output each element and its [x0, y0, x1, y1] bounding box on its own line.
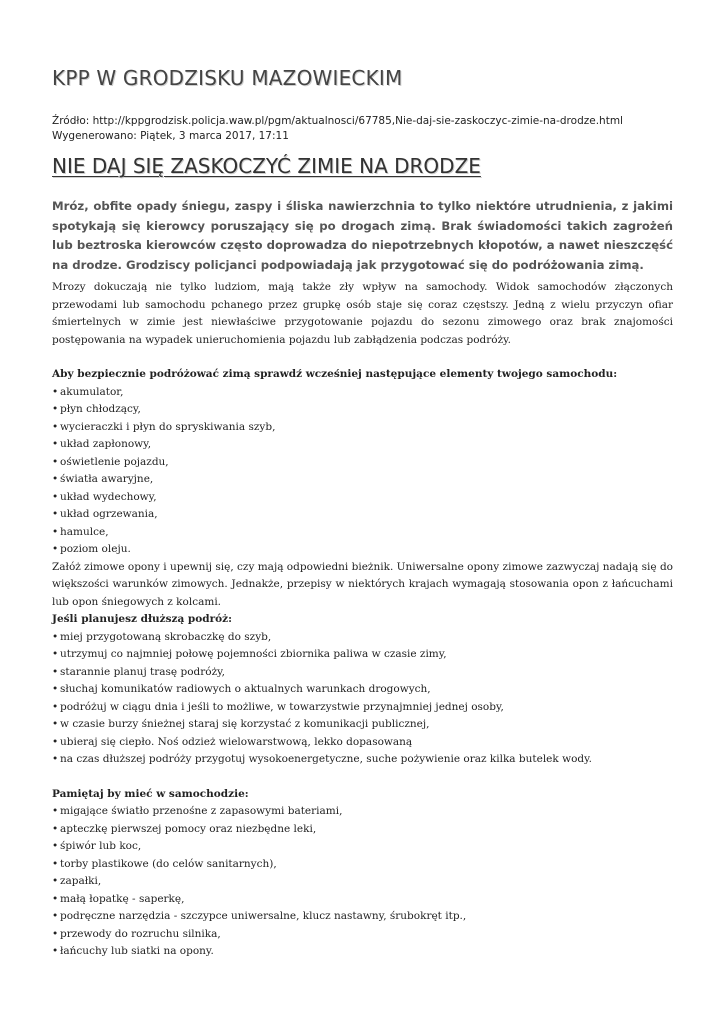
list-item-text: w czasie burzy śnieżnej staraj się korzystać z komunikacji publicznej, — [60, 718, 430, 730]
list-item — [52, 751, 673, 769]
bullet-icon: • — [52, 455, 59, 468]
bullet-icon: • — [52, 945, 59, 957]
spacer — [52, 769, 673, 786]
list-item-text: akumulator, — [60, 385, 124, 398]
bullet-icon: • — [52, 875, 59, 887]
list-item — [52, 681, 673, 699]
list-item — [52, 699, 673, 717]
source-line: Źródło: http://kppgrodzisk.policja.waw.pl/pgm/aktualnosci/67785,Nie-daj-sie-zaskoczyc-zimie-na-drodze.html — [52, 115, 623, 127]
list-item-text: migające światło przenośne z zapasowymi bateriami, — [60, 805, 343, 817]
article-lead: Mróz, obfite opady śniegu, zaspy i śliska nawierzchnia to tylko niektóre utrudnienia, z jakimi spotykają się kierowcy poruszający się po drogach zimą. Brak świadomości takich zagrożeń lub beztroska kierowców często doprowadza do niepotrzebnych kłopotów, a nawet nieszczęść na drodze. Grodziscy policjanci podpowiadają jak przygotować się do podróżowania zimą. — [52, 199, 673, 272]
bullet-icon: • — [52, 822, 59, 835]
list-item-text: układ ogrzewania, — [60, 508, 158, 520]
list-item — [52, 856, 673, 874]
bullet-icon: • — [52, 718, 59, 730]
list-item-text: słuchaj komunikatów radiowych o aktualnych warunkach drogowych, — [60, 683, 431, 695]
article-title: NIE DAJ SIĘ ZASKOCZYĆ ZIMIE NA DRODZE — [52, 154, 481, 178]
list-item-text: utrzymuj co najmniej połowę pojemności zbiornika paliwa w czasie zimy, — [60, 648, 447, 660]
car-list — [52, 803, 673, 961]
list-item — [52, 506, 673, 524]
list-item — [52, 436, 673, 454]
list-item-text: łańcuchy lub siatki na opony. — [60, 945, 214, 957]
bullet-icon: • — [52, 438, 59, 450]
document-page — [52, 62, 673, 961]
list-item-text: oświetlenie pojazdu, — [60, 455, 169, 468]
list-item-text: zapałki, — [60, 875, 102, 887]
list-item — [52, 664, 673, 682]
bullet-icon: • — [52, 683, 59, 695]
bullet-icon: • — [52, 525, 59, 538]
bullet-icon: • — [52, 805, 59, 817]
check-list — [52, 384, 673, 559]
list-item-text: poziom oleju. — [60, 543, 131, 555]
bullet-icon: • — [52, 840, 59, 852]
list-item — [52, 419, 673, 437]
bullet-icon: • — [52, 700, 59, 713]
list-item-text: starannie planuj trasę podróży, — [60, 665, 225, 678]
bullet-icon: • — [52, 665, 59, 678]
list-item — [52, 891, 673, 909]
bullet-icon: • — [52, 630, 59, 643]
list-item-text: śpiwór lub koc, — [60, 840, 142, 852]
list-item — [52, 454, 673, 472]
bullet-icon: • — [52, 473, 59, 485]
list-item — [52, 646, 673, 664]
trip-heading: Jeśli planujesz dłuższą podróż: — [52, 613, 232, 625]
list-item-text: ubieraj się ciepło. Noś odzież wielowarstwową, lekko dopasowaną — [60, 735, 413, 748]
bullet-icon: • — [52, 892, 59, 905]
site-title: KPP W GRODZISKU MAZOWIECKIM — [52, 66, 403, 90]
list-item — [52, 943, 673, 961]
generated-line: Wygenerowano: Piątek, 3 marca 2017, 17:11 — [52, 130, 289, 142]
car-section — [52, 786, 673, 961]
list-item — [52, 838, 673, 856]
bullet-icon: • — [52, 857, 59, 870]
list-item — [52, 541, 673, 559]
list-item — [52, 803, 673, 821]
intro-paragraph: Mrozy dokuczają nie tylko ludziom, mają także zły wpływ na samochody. Widok samochodów złączonych przewodami lub samochodu pchanego przez grupkę osób staje się coraz częstszy. Jedną z wielu przyczyn ofiar śmiertelnych w zimie jest niewłaściwe przygotowanie pojazdu do sezonu zimowego oraz brak znajomości postępowania na wypadek unieruchomienia pojazdu lub zabłądzenia podczas podróży. — [52, 281, 673, 346]
list-item — [52, 524, 673, 542]
bullet-icon: • — [52, 910, 59, 922]
bullet-icon: • — [52, 403, 59, 415]
list-item — [52, 873, 673, 891]
list-item — [52, 489, 673, 507]
meta-info — [52, 114, 673, 144]
tires-paragraph: Załóż zimowe opony i upewnij się, czy mają odpowiedni bieżnik. Uniwersalne opony zimowe zazwyczaj nadają się do większości warunków zimowych. Jednakże, przepisy w niektórych krajach wymagają stosowania opon z łańcuchami lub opon śniegowych z kolcami. — [52, 560, 673, 608]
trip-list — [52, 629, 673, 769]
list-item-text: torby plastikowe (do celów sanitarnych), — [60, 857, 277, 870]
check-section — [52, 366, 673, 611]
list-item — [52, 908, 673, 926]
check-heading: Aby bezpiecznie podróżować zimą sprawdź wcześniej następujące elementy twojego samochodu: — [52, 368, 618, 380]
list-item — [52, 629, 673, 647]
bullet-icon: • — [52, 385, 59, 398]
list-item-text: układ zapłonowy, — [60, 438, 152, 450]
list-item-text: podręczne narzędzia - szczypce uniwersalne, klucz nastawny, śrubokręt itp., — [60, 910, 467, 922]
list-item-text: wycieraczki i płyn do spryskiwania szyb, — [60, 420, 276, 433]
list-item — [52, 716, 673, 734]
list-item-text: układ wydechowy, — [60, 490, 157, 503]
list-item-text: płyn chłodzący, — [60, 403, 141, 415]
bullet-icon: • — [52, 753, 59, 765]
list-item — [52, 471, 673, 489]
bullet-icon: • — [52, 420, 59, 433]
list-item-text: podróżuj w ciągu dnia i jeśli to możliwe, w towarzystwie przynajmniej jednej osoby, — [60, 700, 504, 713]
list-item-text: przewody do rozruchu silnika, — [60, 927, 221, 940]
bullet-icon: • — [52, 490, 59, 503]
list-item-text: apteczkę pierwszej pomocy oraz niezbędne leki, — [60, 822, 317, 835]
list-item — [52, 384, 673, 402]
bullet-icon: • — [52, 735, 59, 748]
list-item — [52, 734, 673, 752]
list-item-text: światła awaryjne, — [60, 473, 154, 485]
car-heading: Pamiętaj by mieć w samochodzie: — [52, 787, 249, 800]
list-item-text: miej przygotowaną skrobaczkę do szyb, — [60, 630, 272, 643]
bullet-icon: • — [52, 648, 59, 660]
list-item-text: na czas dłuższej podróży przygotuj wysokoenergetyczne, suche pożywienie oraz kilka butelek wody. — [60, 753, 592, 765]
list-item-text: małą łopatkę - saperkę, — [60, 892, 185, 905]
list-item-text: hamulce, — [60, 525, 109, 538]
list-item — [52, 926, 673, 944]
trip-section — [52, 611, 673, 769]
bullet-icon: • — [52, 543, 59, 555]
spacer — [52, 349, 673, 366]
bullet-icon: • — [52, 927, 59, 940]
bullet-icon: • — [52, 508, 59, 520]
list-item — [52, 821, 673, 839]
list-item — [52, 401, 673, 419]
